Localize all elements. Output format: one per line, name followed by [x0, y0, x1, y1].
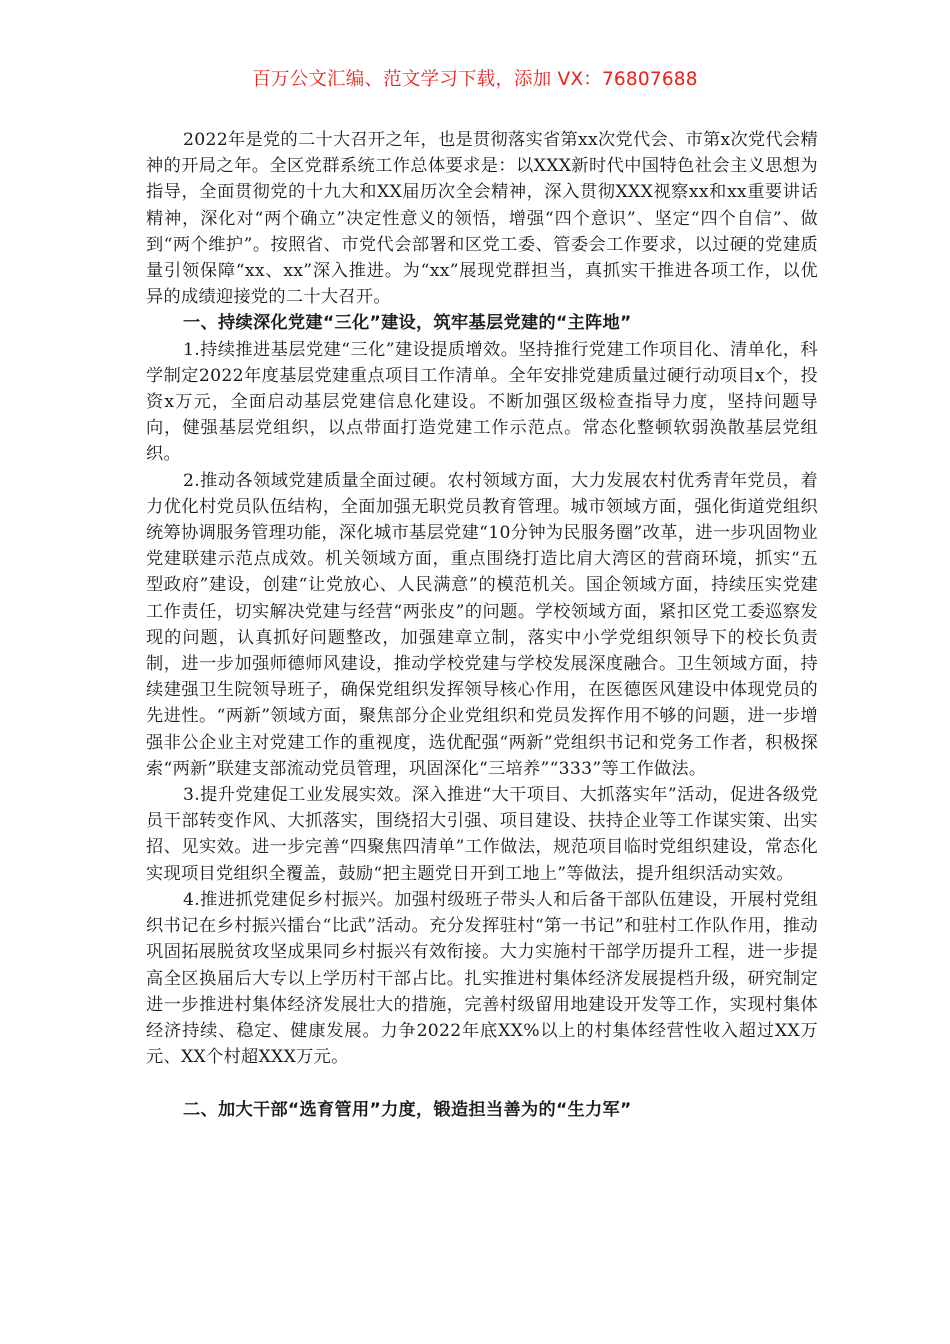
section-1-item-1: 1.持续推进基层党建“三化”建设提质增效。坚持推行党建工作项目化、清单化，科学制定2022年度基层党建重点项目工作清单。全年安排党建质量过硬行动项目x个，投资x万元，全面启动基层党建信息化建设。不断加强区级检查指导力度，坚持问题导向，健强基层党组织，以点带面打造党建工作示范点。常态化整顿软弱涣散基层党组织。 — [146, 339, 818, 465]
section-1-item-4: 4.推进抓党建促乡村振兴。加强村级班子带头人和后备干部队伍建设，开展村党组织书记在乡村振兴擂台“比武”活动。充分发挥驻村“第一书记”和驻村工作队作用，推动巩固拓展脱贫攻坚成果同乡村振兴有效衔接。大力实施村干部学历提升工程，进一步提高全区换届后大专以上学历村干部占比。扎实推进村集体经济发展提档升级，研究制定进一步推进村集体经济发展壮大的措施，完善村级留用地建设开发等工作，实现村集体经济持续、稳定、健康发展。力争2022年底XX%以上的村集体经营性收入超过XX万元、XX个村超XXX万元。 — [146, 889, 818, 1068]
document-body — [146, 127, 818, 1124]
section-1-item-2: 2.推动各领域党建质量全面过硬。农村领域方面，大力发展农村优秀青年党员，着力优化村党员队伍结构，全面加强无职党员教育管理。城市领域方面，强化街道党组织统筹协调服务管理功能，深化城市基层党建“10分钟为民服务圈”改革，进一步巩固物业党建联建示范点成效。机关领域方面，重点围绕打造比肩大湾区的营商环境，抓实“五型政府”建设，创建“让党放心、人民满意”的模范机关。国企领域方面，持续压实党建工作责任，切实解决党建与经营“两张皮”的问题。学校领域方面，紧扣区党工委巡察发现的问题，认真抓好问题整改，加强建章立制，落实中小学党组织领导下的校长负责制，进一步加强师德师风建设，推动学校党建与学校发展深度融合。卫生领域方面，持续建强卫生院领导班子，确保党组织发挥领导核心作用，在医德医风建设中体现党员的先进性。“两新”领域方面，聚焦部分企业党组织和党员发挥作用不够的问题，进一步增强非公企业主对党建工作的重视度，选优配强“两新”党组织书记和党务工作者，积极探索“两新”联建支部流动党员管理，巩固深化“三培养”“333”等工作做法。 — [146, 470, 818, 779]
section-2-heading: 二、加大干部“选育管用”力度，锻造担当善为的“生力军” — [183, 1100, 632, 1121]
section-1-item-3: 3.提升党建促工业发展实效。深入推进“大干项目、大抓落实年”活动，促进各级党员干部转变作风、大抓落实，围绕招大引强、项目建设、扶持企业等工作谋实策、出实招、见实效。进一步完善“四聚焦四清单”工作做法，规范项目临时党组织建设，常态化实现项目党组织全覆盖，鼓励“把主题党日开到工地上”等做法，提升组织活动实效。 — [146, 785, 818, 884]
section-1-heading: 一、持续深化党建“三化”建设，筑牢基层党建的“主阵地” — [183, 313, 632, 334]
watermark-banner: 百万公文汇编、范文学习下载，添加 VX：76807688 — [252, 69, 698, 90]
intro-paragraph: 2022年是党的二十大召开之年，也是贯彻落实省第xx次党代会、市第x次党代会精神的开局之年。全区党群系统工作总体要求是：以XXX新时代中国特色社会主义思想为指导，全面贯彻党的十九大和XX届历次全会精神，深入贯彻XXX视察xx和xx重要讲话精神，深化对“两个确立”决定性意义的领悟，增强“四个意识”、坚定“四个自信”、做到“两个维护”。按照省、市党代会部署和区党工委、管委会工作要求，以过硬的党建质量引领保障“xx、xx”深入推进。为“xx”展现党群担当，真抓实干推进各项工作，以优异的成绩迎接党的二十大召开。 — [146, 130, 818, 308]
